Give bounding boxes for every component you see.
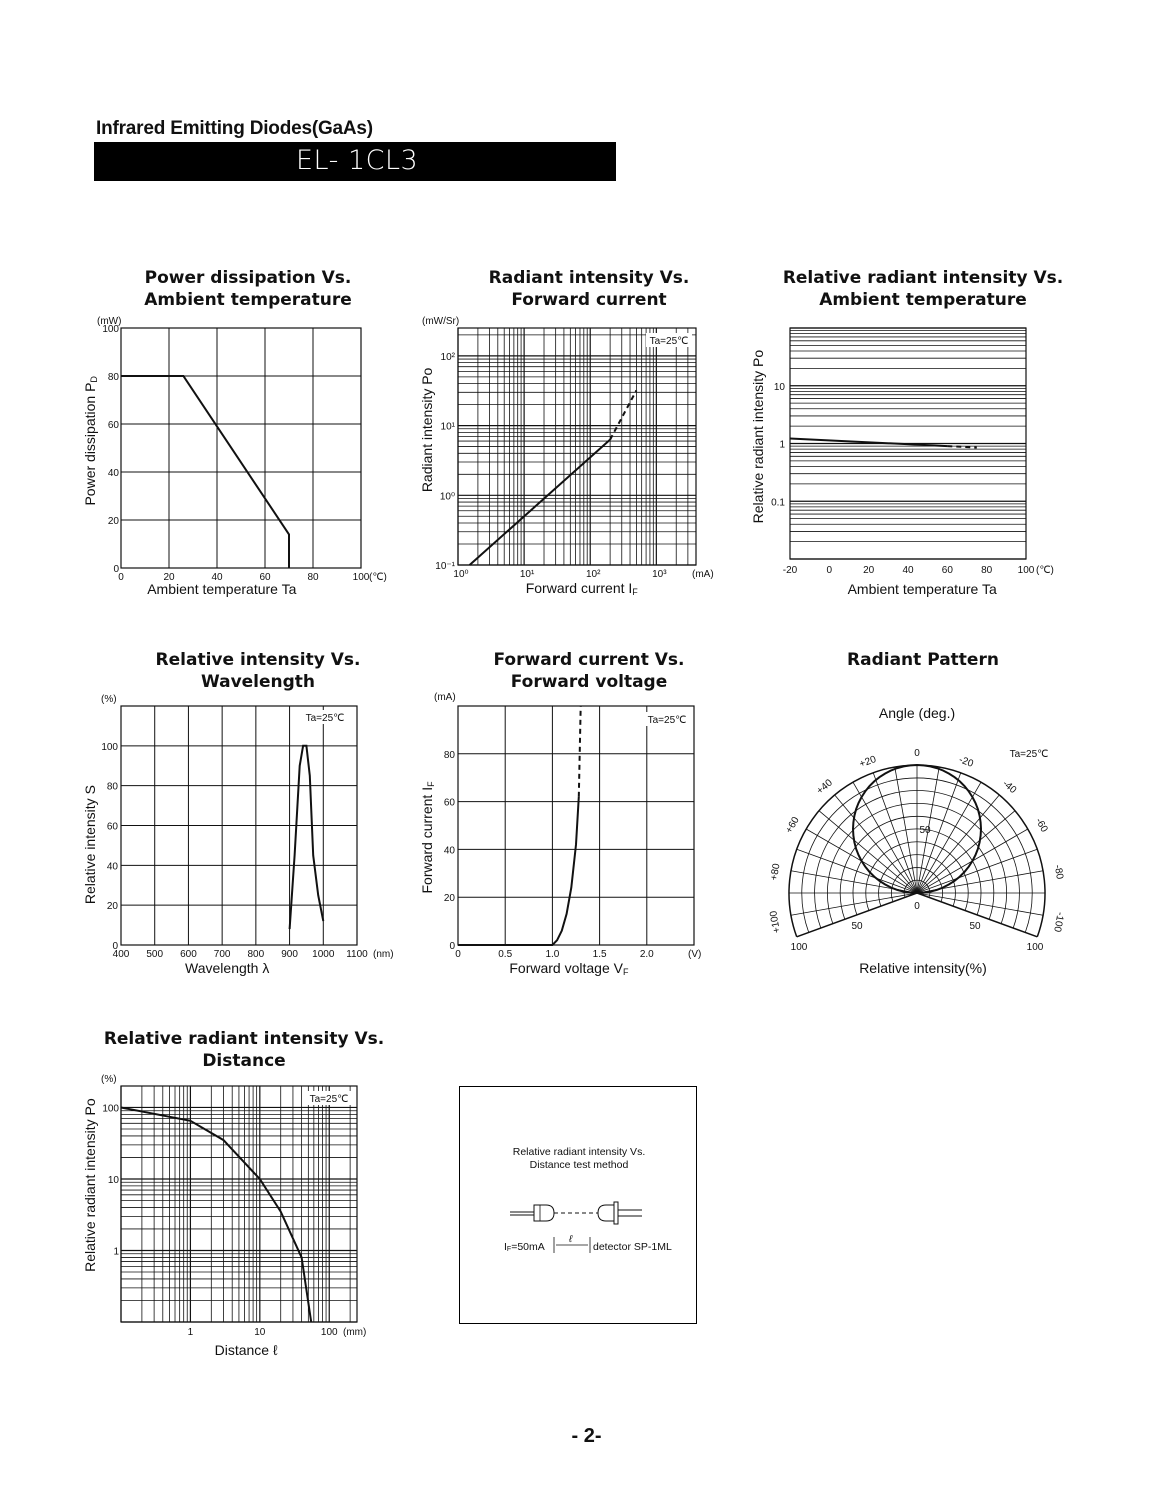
x-tick-label: 10 — [254, 1327, 266, 1338]
annotation-ta: Ta=25℃ — [305, 713, 345, 724]
x-tick-label: 0 — [826, 565, 833, 576]
y-axis-label: Relative radiant intensity Po — [750, 349, 766, 524]
angle-label: +60 — [783, 815, 802, 836]
x-tick-label: 800 — [247, 949, 265, 960]
y-axis-label: Relative radiant intensity Po — [82, 1098, 98, 1272]
plot-frame — [458, 706, 694, 945]
y-tick-label: 40 — [443, 845, 455, 857]
data-line-distance — [121, 1108, 311, 1323]
model-number: EL- 1CL3 — [296, 145, 419, 176]
detector-label: detector SP-1ML — [593, 1241, 672, 1253]
title-line: Distance — [202, 1051, 286, 1071]
x-tick-label: -20 — [782, 565, 798, 576]
plot-frame — [121, 328, 361, 568]
x-axis-label: Ambient temperature Ta — [847, 581, 997, 597]
angle-label: +100 — [768, 909, 783, 934]
forward-current-label — [504, 1241, 545, 1253]
y-tick-label: 10¹ — [440, 421, 455, 433]
y-tick-label: 10⁰ — [439, 491, 455, 503]
x-unit: (V) — [688, 949, 702, 960]
x-unit: (nm) — [373, 949, 394, 960]
x-tick-label: 10⁰ — [453, 569, 469, 580]
x-tick-label: 500 — [146, 949, 164, 960]
x-axis-label: Ambient temperature Ta — [147, 581, 297, 597]
y-unit: (mW/Sr) — [422, 316, 460, 327]
x-tick-label: 1.5 — [592, 949, 607, 960]
x-tick-label: 60 — [259, 572, 271, 583]
angle-label: -100 — [1051, 911, 1066, 933]
title-line: Relative radiant intensity Vs. — [782, 268, 1064, 288]
x-unit: (℃) — [1036, 565, 1054, 576]
y-tick-label: 100 — [102, 324, 119, 335]
angle-label: -40 — [1000, 778, 1019, 796]
document-subtitle: Infrared Emitting Diodes(GaAs) — [96, 118, 373, 139]
title-line: Forward current Vs. — [493, 650, 685, 670]
distance-symbol: ℓ — [569, 1234, 573, 1245]
y-tick-label: 0.1 — [771, 497, 785, 509]
x-tick-label: 100 — [320, 1327, 338, 1338]
radial-label-50-left: 50 — [851, 921, 863, 932]
y-axis-label: Relative intensity S — [82, 785, 98, 905]
radial-label-100-right: 100 — [1026, 942, 1044, 953]
y-axis-label: Radiant intensity Po — [419, 367, 435, 493]
y-unit: (mW) — [97, 316, 122, 327]
polar-spoke — [917, 893, 1043, 915]
angle-label: +40 — [814, 777, 835, 797]
if-value: =50mA — [511, 1241, 545, 1253]
y-tick-label: 80 — [106, 781, 118, 793]
y-tick-label: 20 — [106, 901, 118, 913]
x-tick-label: 40 — [902, 565, 914, 576]
detector-icon — [598, 1202, 642, 1224]
y-tick-label: 20 — [107, 516, 119, 527]
test-method-box — [459, 1086, 697, 1324]
y-unit: (%) — [101, 1074, 117, 1085]
y-tick-label: 0 — [112, 941, 118, 952]
title-line: Radiant intensity Vs. — [488, 268, 690, 288]
angle-label: -60 — [1032, 816, 1050, 835]
x-tick-label: 900 — [281, 949, 298, 960]
data-line-measured — [458, 797, 579, 945]
led-emitter-icon — [510, 1205, 554, 1221]
angle-label: +20 — [858, 754, 878, 771]
y-tick-label: 40 — [106, 861, 118, 873]
y-tick-label: 80 — [443, 749, 455, 761]
x-tick-label: 1100 — [346, 949, 368, 960]
y-tick-label: 40 — [107, 468, 119, 479]
title-line: Wavelength — [200, 672, 316, 692]
y-tick-label: 20 — [443, 893, 455, 905]
y-tick-label: 10 — [107, 1174, 119, 1186]
x-tick-label: 0 — [118, 572, 124, 583]
y-tick-label: 60 — [443, 797, 455, 809]
annotation-ta: Ta=25℃ — [309, 1094, 349, 1105]
data-line-extrapolated — [579, 706, 581, 797]
x-unit: (mA) — [692, 569, 714, 580]
y-tick-label: 0 — [113, 564, 119, 575]
y-tick-label: 60 — [107, 420, 119, 431]
x-tick-label: 100 — [352, 572, 370, 583]
y-tick-label: 1 — [779, 439, 785, 451]
y-unit: (%) — [101, 694, 117, 705]
y-tick-label: 80 — [107, 372, 119, 383]
y-tick-label: 100 — [102, 1103, 119, 1115]
y-unit: (mA) — [434, 692, 456, 703]
y-axis-label: Power dissipation PD — [82, 376, 99, 506]
angle-label: 0 — [914, 748, 920, 759]
x-tick-label: 2.0 — [639, 949, 654, 960]
x-tick-label: 40 — [211, 572, 223, 583]
radial-label-50-right: 50 — [969, 921, 981, 932]
title-line: Ambient temperature — [144, 290, 352, 310]
x-tick-label: 20 — [163, 572, 175, 583]
x-tick-label: 600 — [180, 949, 197, 960]
title-line: Power dissipation Vs. — [144, 268, 352, 288]
y-tick-label: 10 — [773, 381, 785, 393]
angle-label: +80 — [768, 862, 783, 882]
radial-label-100-left: 100 — [790, 942, 808, 953]
x-tick-label: 80 — [981, 565, 993, 576]
y-tick-label: 1 — [113, 1246, 119, 1258]
if-label: I — [504, 1241, 507, 1253]
x-tick-label: 1000 — [312, 949, 335, 960]
x-tick-label: 400 — [112, 949, 130, 960]
polar-axis-title: Angle (deg.) — [878, 705, 956, 721]
polar-spoke — [791, 893, 917, 915]
x-axis-label: Forward current IF — [525, 580, 638, 597]
angle-label: -20 — [957, 754, 975, 770]
y-tick-label: 10⁻¹ — [435, 561, 455, 572]
x-tick-label: 80 — [307, 572, 319, 583]
x-axis-label: Forward voltage VF — [509, 960, 629, 977]
if-sub: F — [506, 1246, 512, 1253]
angle-label: -80 — [1051, 863, 1066, 881]
x-tick-label: 700 — [213, 949, 231, 960]
x-unit: (mm) — [343, 1327, 367, 1338]
x-tick-label: 10³ — [652, 569, 667, 580]
test-method-title-2: Distance test method — [529, 1159, 629, 1171]
radial-label-0: 0 — [914, 901, 920, 912]
x-tick-label: 10² — [585, 569, 601, 580]
annotation-ta: Ta=25℃ — [1009, 749, 1049, 760]
test-method-diagram — [460, 1087, 696, 1323]
x-tick-label: 0 — [455, 949, 461, 960]
x-tick-label: 100 — [1017, 565, 1035, 576]
x-tick-label: 1.0 — [545, 949, 560, 960]
title-line: Ambient temperature — [819, 290, 1027, 310]
x-tick-label: 0.5 — [498, 949, 513, 960]
y-axis-label: Forward current IF — [419, 781, 436, 894]
data-line-spectrum — [290, 746, 324, 929]
radial-label-50: 50 — [919, 825, 931, 836]
title-line: Forward voltage — [510, 672, 668, 692]
x-tick-label: 60 — [941, 565, 953, 576]
x-unit: (℃) — [369, 572, 387, 583]
test-method-title-1: Relative radiant intensity Vs. — [512, 1146, 646, 1158]
title-line: Relative intensity Vs. — [155, 650, 361, 670]
y-tick-label: 10² — [440, 351, 455, 363]
x-tick-label: 1 — [187, 1327, 194, 1338]
annotation-ta: Ta=25℃ — [649, 336, 689, 347]
x-tick-label: 20 — [863, 565, 875, 576]
title-line: Forward current — [511, 290, 667, 310]
y-tick-label: 100 — [101, 741, 118, 753]
y-tick-label: 60 — [106, 821, 118, 833]
x-axis-label: Wavelength λ — [185, 960, 270, 976]
title-line: Relative radiant intensity Vs. — [103, 1029, 385, 1049]
annotation-ta: Ta=25℃ — [647, 715, 687, 726]
data-line-measured — [790, 439, 947, 447]
x-axis-label: Relative intensity(%) — [859, 960, 987, 976]
title-line: Radiant Pattern — [847, 650, 999, 670]
x-tick-label: 10¹ — [519, 569, 535, 580]
y-tick-label: 0 — [449, 941, 455, 952]
page-number: - 2- — [571, 1425, 602, 1447]
x-axis-label: Distance ℓ — [214, 1342, 278, 1358]
